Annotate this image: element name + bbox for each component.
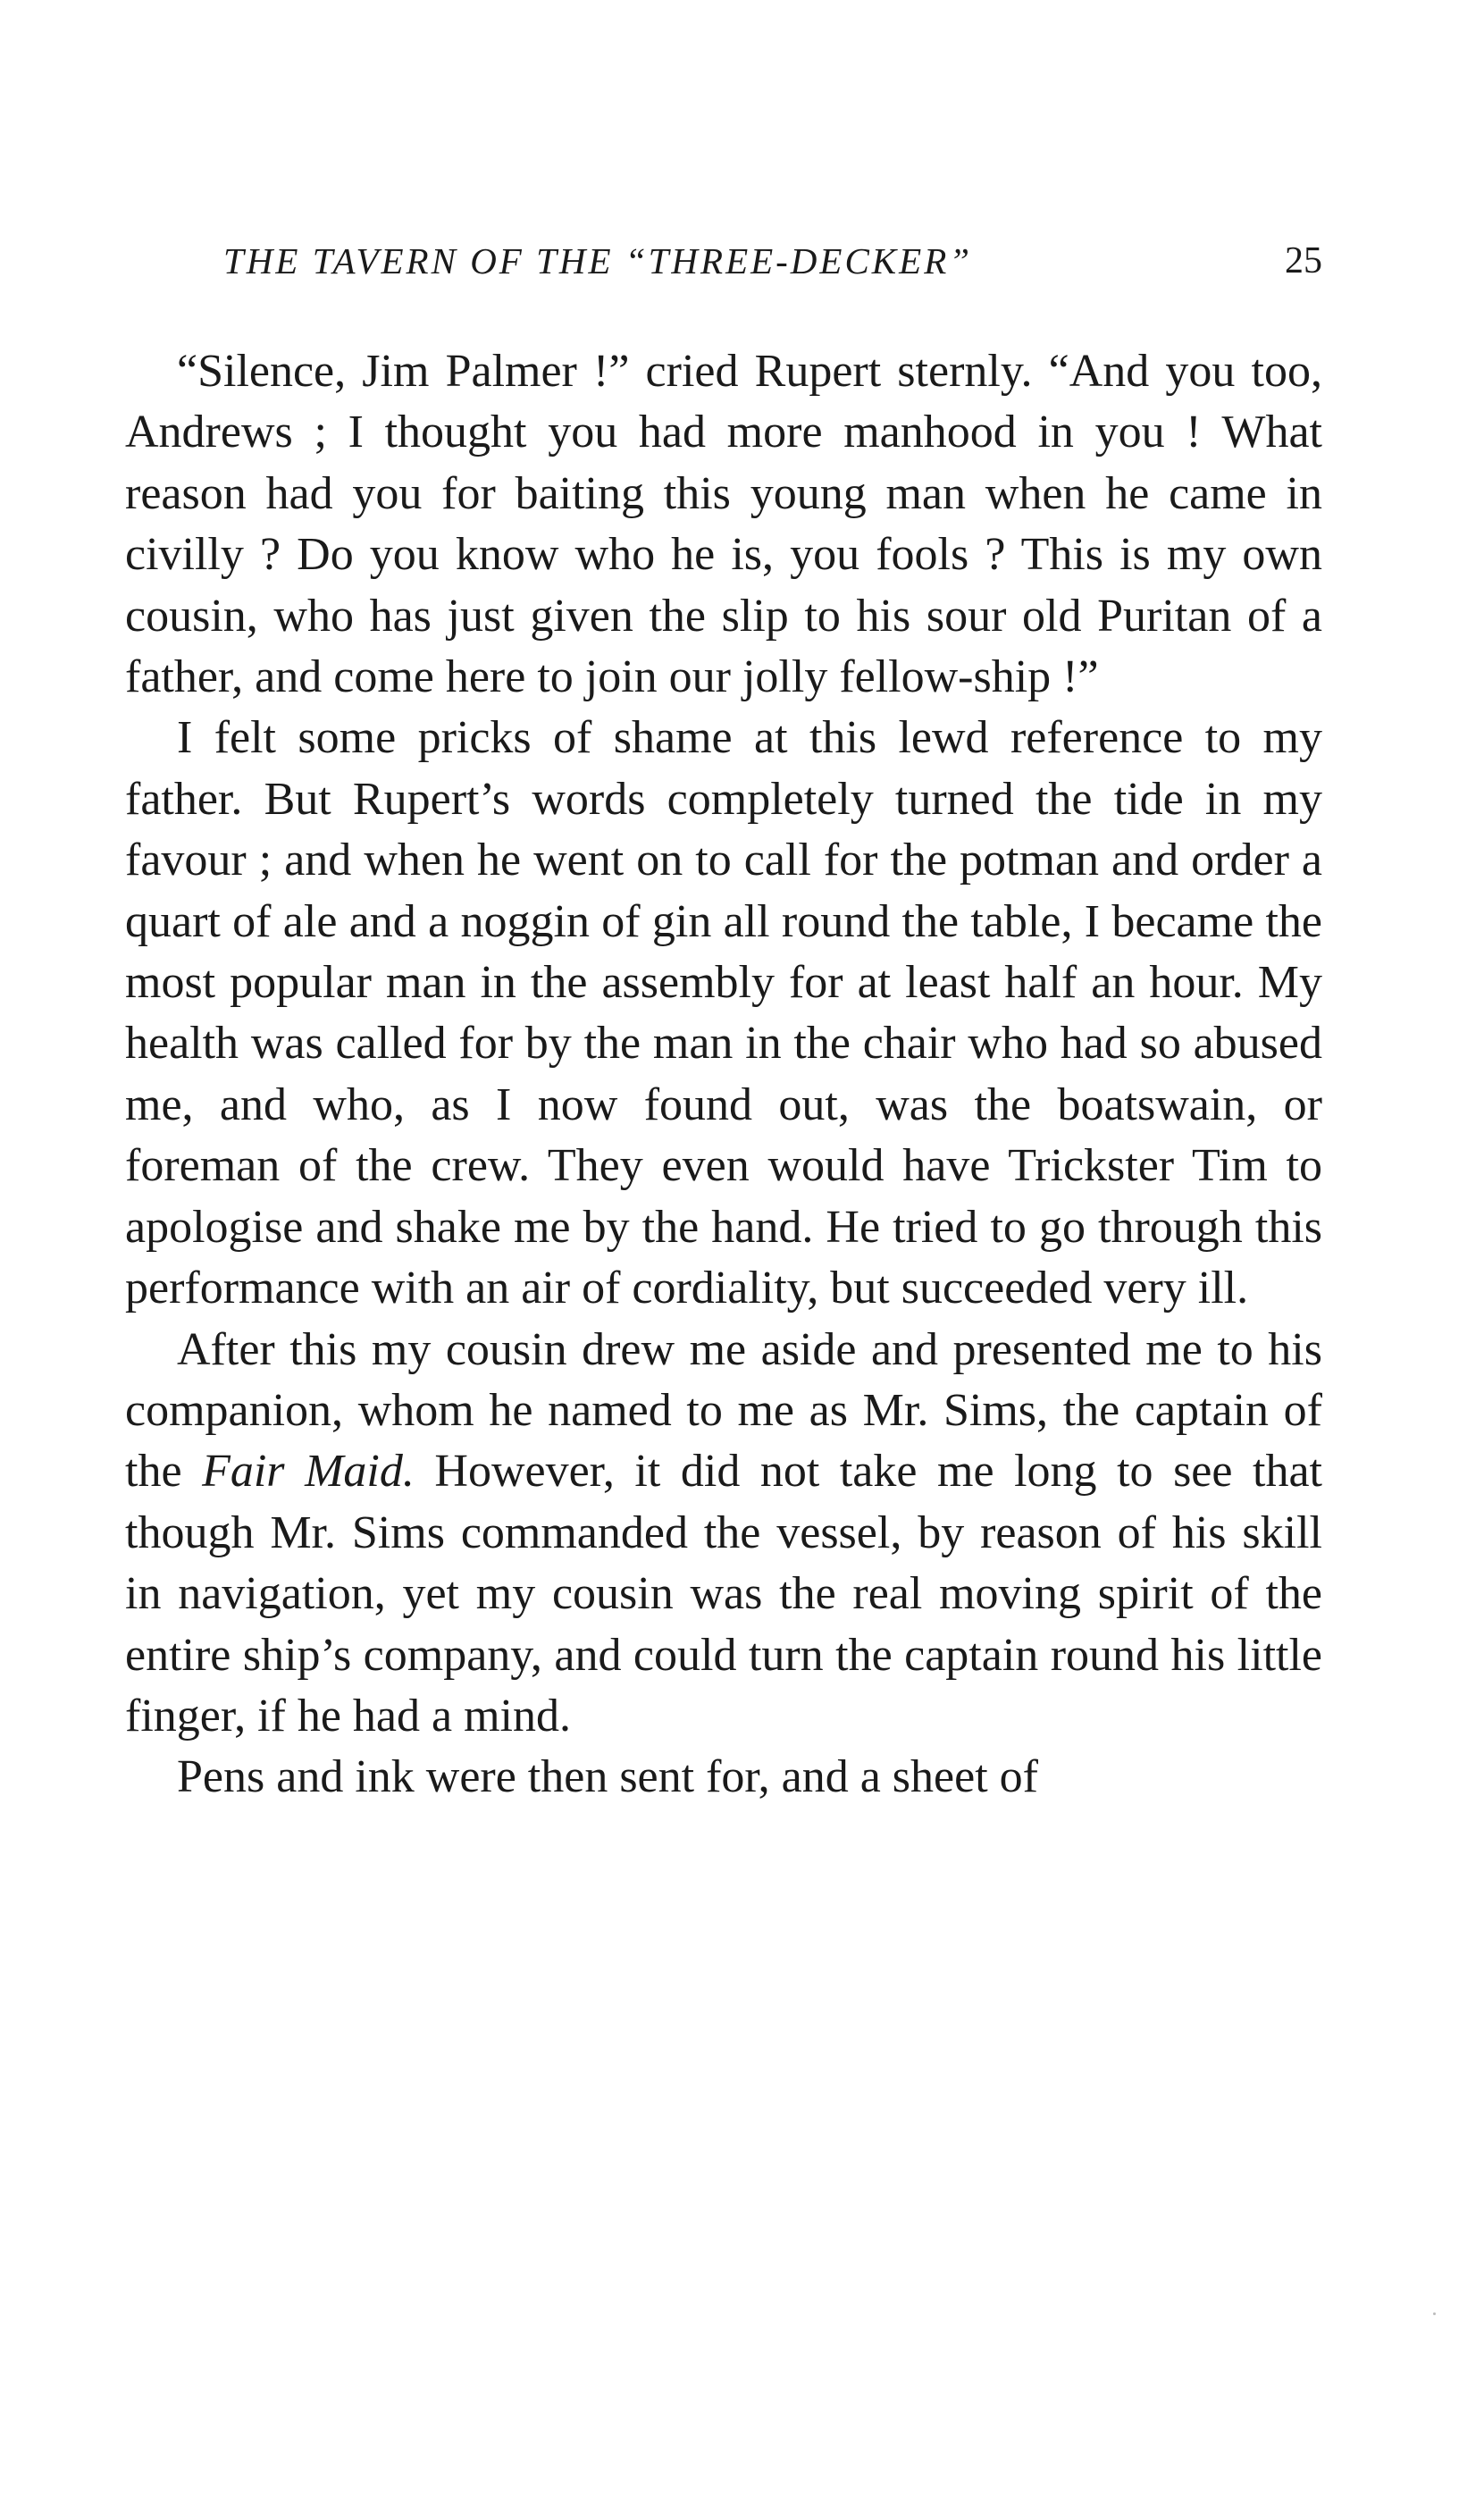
paragraph-favour: I felt some pricks of shame at this lewd reference to my father. But Rupert’s words completely turned the tide in my favour ; and when he went on to call for the potman and order a quart of ale and a noggin of gin all round the table, I became the most popular man in the assembly for at least half an hour. My health was called for by the man in the chair who had so abused me, and who, as I now found out, was the boatswain, or foreman of the crew. They even would have Trickster Tim to apologise and shake me by the hand. He tried to go through this performance with an air of cordiality, but succeeded very ill. xyxy=(125,712,1322,1314)
paragraph-pens-and-ink: Pens and ink were then sent for, and a sheet of xyxy=(177,1751,1038,1803)
paragraph-captain-sims xyxy=(125,1320,1322,1748)
paragraph-text-before: After this my cousin drew me aside and presented me to his companion, whom he named to me as Mr. Sims, the captain of the xyxy=(125,1323,1322,1498)
running-head xyxy=(121,234,1322,288)
paragraph-text-after: However, it did not take me long to see that though Mr. Sims commanded the vessel, by reason of his skill in navigation, yet my cousin was the real moving spirit of the entire ship’s company, and could turn the captain round his little finger, if he had a mind. xyxy=(125,1446,1322,1741)
paper-speck xyxy=(1433,2312,1436,2315)
page-number: 25 xyxy=(1285,240,1322,281)
ship-name: Fair Maid. xyxy=(202,1446,415,1498)
body-text xyxy=(125,341,1322,1809)
paragraph-rupert-speech: “Silence, Jim Palmer !” cried Rupert sternly. “And you too, Andrews ; I thought you had more manhood in you ! What reason had you for baiting this young man when he came in civilly ? Do you know who he is, you fools ? This is my own cousin, who has just given the slip to his sour old Puritan of a father, and come here to join our jolly fellow-ship !” xyxy=(125,346,1322,703)
running-title: THE TAVERN OF THE “THREE-DECKER” xyxy=(223,240,973,281)
